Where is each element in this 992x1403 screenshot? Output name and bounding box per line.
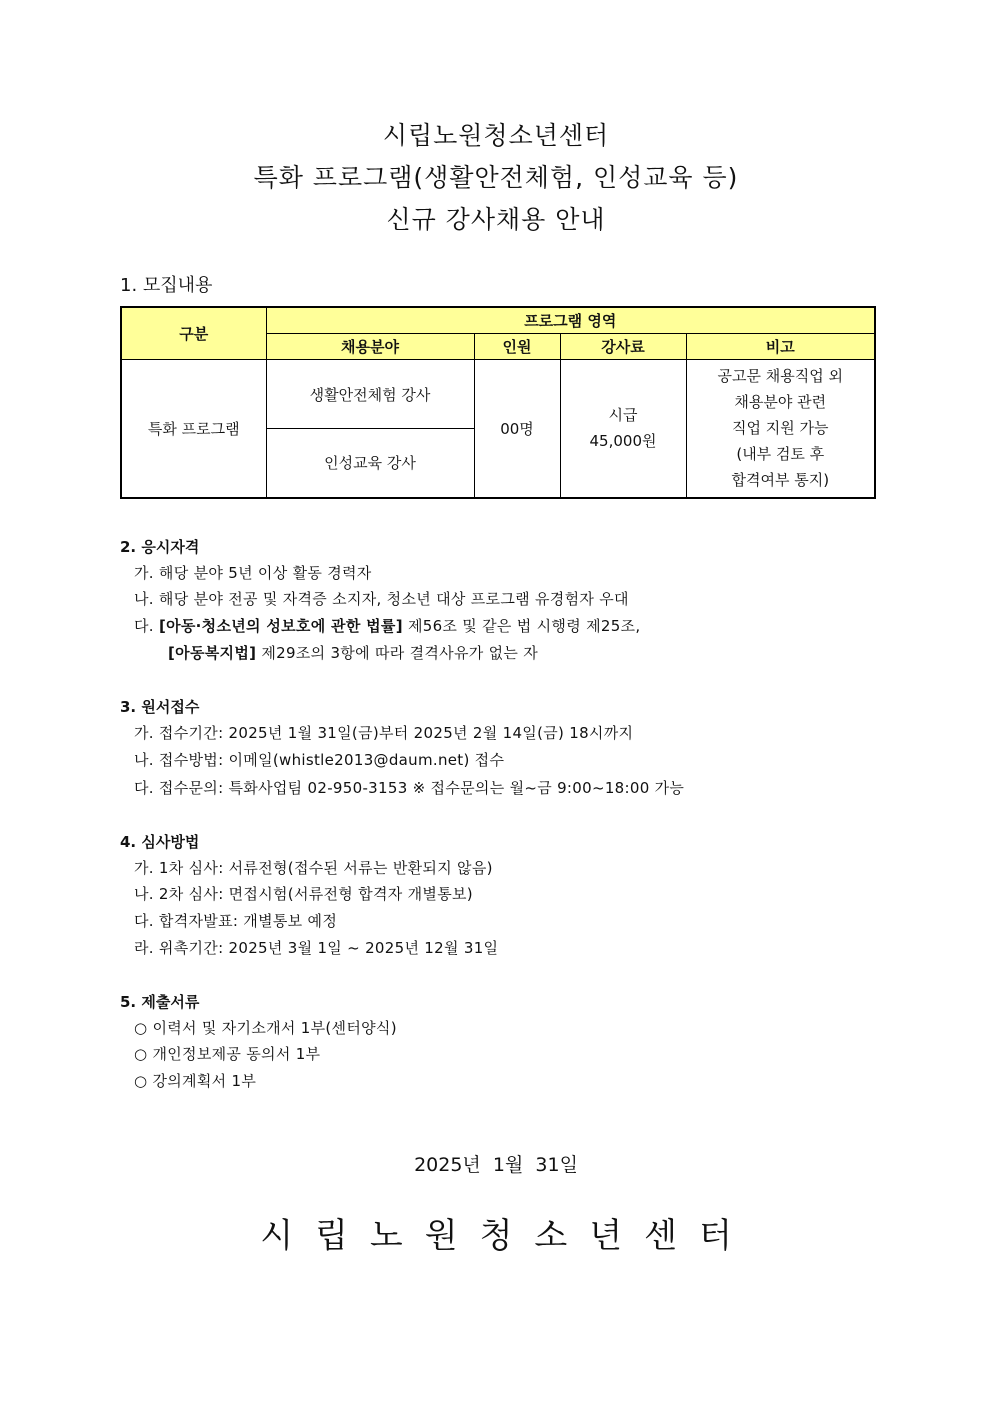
doc-title-line1: 시립노원청소년센터 bbox=[382, 121, 610, 150]
notice-date: 2025년 1월 31일 bbox=[414, 1154, 578, 1176]
section4-item-b: 나. 2차 심사: 면접시험(서류전형 합격자 개별통보) bbox=[134, 885, 473, 903]
section2-heading: 2. 응시자격 bbox=[120, 538, 200, 556]
fee-line2: 45,000원 bbox=[589, 432, 657, 451]
section5-heading: 5. 제출서류 bbox=[120, 993, 200, 1011]
section4-item-d: 라. 위촉기간: 2025년 3월 1일 ~ 2025년 12월 31일 bbox=[134, 939, 499, 957]
fee-line1: 시급 bbox=[608, 406, 638, 425]
table-col-note: 비고 bbox=[686, 334, 875, 360]
section2-item-b: 나. 해당 분야 전공 및 자격증 소지자, 청소년 대상 프로그램 유경험자 우대 bbox=[134, 590, 629, 608]
section1-heading: 1. 모집내용 bbox=[120, 275, 213, 296]
item-c-rest: 제56조 및 같은 법 시행령 제25조, bbox=[402, 617, 641, 635]
doc-title-line2: 특화 프로그램(생활안전체험, 인성교육 등) bbox=[253, 163, 739, 192]
table-cell-field1: 생활안전체험 강사 bbox=[266, 360, 474, 429]
section3-item-b: 나. 접수방법: 이메일(whistle2013@daum.net) 접수 bbox=[134, 751, 505, 769]
table-header-program-area: 프로그램 영역 bbox=[266, 307, 875, 334]
note-line2: 채용분야 관련 bbox=[734, 393, 827, 412]
item-c-prefix: 다. bbox=[134, 617, 159, 635]
item-c2-rest: 제29조의 3항에 따라 결격사유가 없는 자 bbox=[256, 644, 539, 662]
section4-item-c: 다. 합격자발표: 개별통보 예정 bbox=[134, 912, 338, 930]
section3-item-c: 다. 접수문의: 특화사업팀 02-950-3153 ※ 접수문의는 월~금 9:00~18:00 가능 bbox=[134, 779, 685, 797]
section3-item-a: 가. 접수기간: 2025년 1월 31일(금)부터 2025년 2월 14일(금) 18시까지 bbox=[134, 724, 634, 742]
section5-item2: ○ 개인정보제공 동의서 1부 bbox=[134, 1045, 321, 1063]
organization-name: 시립노원청소년센터 bbox=[260, 1216, 754, 1256]
section4-item-a: 가. 1차 심사: 서류전형(접수된 서류는 반환되지 않음) bbox=[134, 859, 493, 877]
note-line4: (내부 검토 후 bbox=[736, 445, 825, 464]
section2-item-c-cont bbox=[168, 642, 538, 663]
note-line3: 직업 지원 가능 bbox=[732, 419, 829, 438]
youth-protection-law: [아동·청소년의 성보호에 관한 법률] bbox=[158, 617, 403, 635]
table-cell-note bbox=[686, 360, 875, 498]
recruitment-table bbox=[120, 306, 876, 499]
section2-item-a: 가. 해당 분야 5년 이상 활동 경력자 bbox=[134, 564, 372, 582]
table-col-field: 채용분야 bbox=[266, 334, 474, 360]
section3-heading: 3. 원서접수 bbox=[120, 698, 200, 716]
section4-heading: 4. 심사방법 bbox=[120, 833, 200, 851]
table-col-count: 인원 bbox=[474, 334, 560, 360]
table-cell-fee bbox=[560, 360, 686, 498]
section5-item3: ○ 강의계획서 1부 bbox=[134, 1072, 257, 1090]
table-row-category: 특화 프로그램 bbox=[121, 360, 266, 498]
section2-item-c bbox=[134, 615, 640, 636]
table-col-fee: 강사료 bbox=[560, 334, 686, 360]
table-cell-count: 00명 bbox=[474, 360, 560, 498]
note-line5: 합격여부 통지) bbox=[731, 471, 830, 490]
table-cell-field2: 인성교육 강사 bbox=[266, 429, 474, 498]
child-welfare-law: [아동복지법] bbox=[168, 644, 257, 662]
section5-item1: ○ 이력서 및 자기소개서 1부(센터양식) bbox=[134, 1019, 397, 1037]
table-header-category: 구분 bbox=[121, 307, 266, 360]
note-line1: 공고문 채용직업 외 bbox=[717, 367, 843, 386]
doc-title-line3: 신규 강사채용 안내 bbox=[386, 205, 606, 234]
